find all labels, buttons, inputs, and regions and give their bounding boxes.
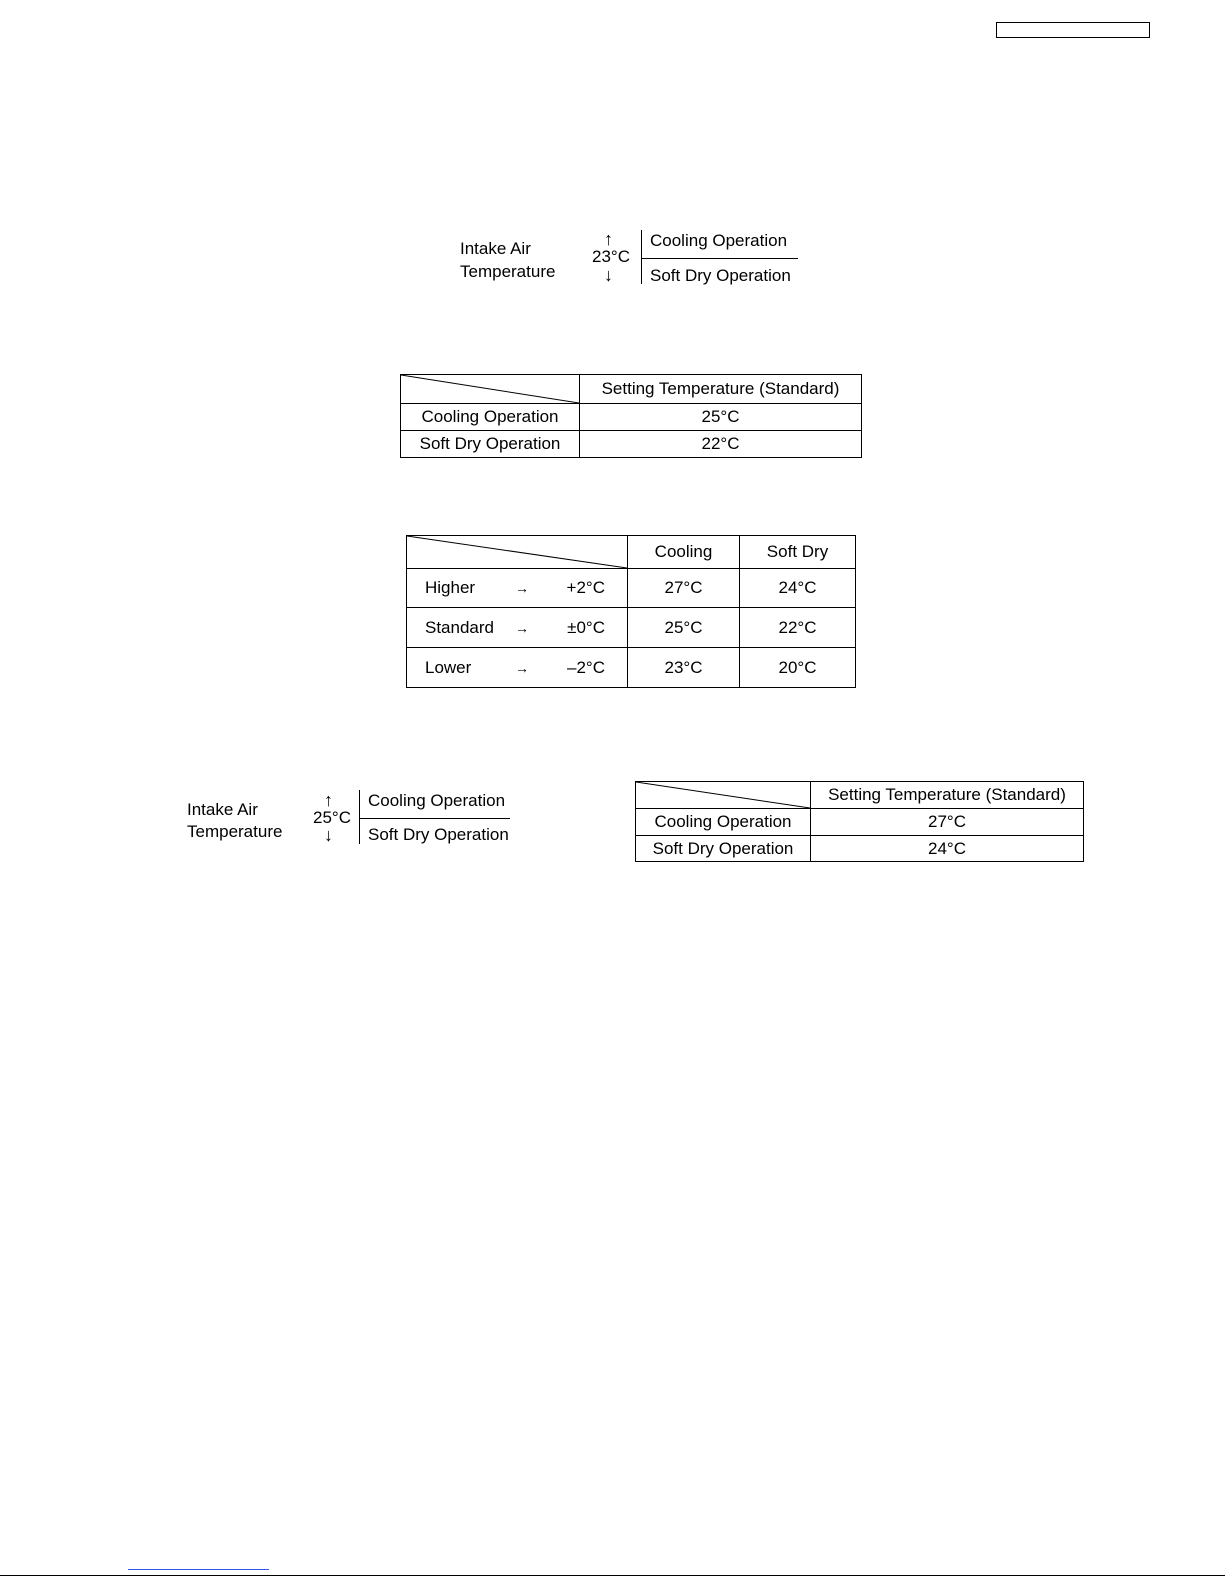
soft-dry-operation-label: Soft Dry Operation — [368, 825, 509, 844]
arrow-right-icon: → — [515, 659, 529, 676]
intake-air-diagram-1 — [458, 228, 808, 298]
diagonal-line-icon — [636, 782, 810, 808]
intake-air-label-line2: Temperature — [460, 262, 556, 281]
footer-rule — [0, 1575, 1225, 1576]
diagram-vertical-line — [641, 230, 642, 284]
threshold-temperature: 23°C — [592, 247, 630, 266]
row-name: Lower — [425, 657, 472, 677]
diagram-horizontal-line — [641, 258, 798, 259]
diagram-horizontal-line — [359, 818, 510, 819]
cooling-operation-label: Cooling Operation — [650, 231, 788, 250]
model-number-box — [996, 22, 1150, 38]
soft-dry-value: 22°C — [740, 608, 856, 648]
table-row-label — [407, 569, 628, 608]
column-header-cooling: Cooling — [628, 536, 740, 569]
table-row-value: 22°C — [580, 431, 862, 458]
down-arrow-icon: ↓ — [604, 265, 613, 285]
table-corner-cell — [636, 782, 811, 809]
cooling-value: 27°C — [628, 569, 740, 608]
down-arrow-icon: ↓ — [324, 825, 333, 845]
cooling-value: 23°C — [628, 648, 740, 688]
table-row-mode: Soft Dry Operation — [636, 836, 811, 862]
soft-dry-value: 24°C — [740, 569, 856, 608]
diagram-vertical-line — [359, 790, 360, 844]
soft-dry-operation-label: Soft Dry Operation — [650, 266, 791, 285]
cooling-operation-label: Cooling Operation — [368, 791, 506, 810]
setting-temperature-table-1 — [400, 374, 862, 458]
arrow-right-icon: → — [515, 580, 529, 596]
setting-temperature-header: Setting Temperature (Standard) — [580, 375, 862, 404]
table-corner-cell — [407, 536, 628, 569]
up-arrow-icon: ↑ — [604, 229, 613, 249]
setting-temperature-table-2 — [635, 781, 1084, 862]
cooling-value: 25°C — [628, 608, 740, 648]
table-row-value: 25°C — [580, 404, 862, 431]
up-arrow-icon: ↑ — [324, 790, 333, 810]
table-row-label — [407, 648, 628, 688]
row-name: Standard — [425, 617, 494, 637]
row-name: Higher — [425, 578, 476, 597]
row-delta: +2°C — [566, 578, 605, 597]
intake-air-label-line1: Intake Air — [187, 800, 258, 819]
table-corner-cell — [401, 375, 580, 404]
intake-air-diagram-2 — [187, 788, 517, 858]
diagonal-line-icon — [401, 375, 579, 403]
arrow-right-icon: → — [515, 619, 529, 636]
threshold-temperature: 25°C — [313, 808, 351, 827]
footer-link-underline — [128, 1569, 269, 1570]
table-row-mode: Soft Dry Operation — [401, 431, 580, 458]
row-delta: ±0°C — [567, 617, 605, 637]
intake-air-label-line2: Temperature — [187, 822, 283, 841]
table-row-mode: Cooling Operation — [636, 809, 811, 836]
diagonal-line-icon — [407, 536, 627, 568]
setting-temperature-header: Setting Temperature (Standard) — [811, 782, 1084, 809]
intake-air-label-line1: Intake Air — [460, 239, 531, 258]
table-row-value: 24°C — [811, 836, 1084, 862]
soft-dry-value: 20°C — [740, 648, 856, 688]
table-row-value: 27°C — [811, 809, 1084, 836]
table-row-mode: Cooling Operation — [401, 404, 580, 431]
column-header-soft-dry: Soft Dry — [740, 536, 856, 569]
temperature-adjustment-table — [406, 535, 856, 688]
table-row-label — [407, 608, 628, 648]
row-delta: –2°C — [567, 657, 605, 677]
